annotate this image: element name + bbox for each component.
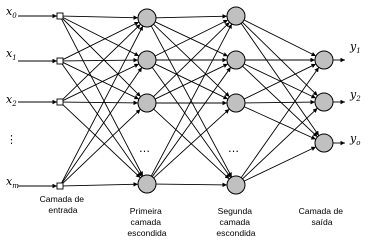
edge-in-h1-2-2 (63, 102, 138, 103)
caption-hidden-layer-2: Segunda camada escondida (216, 206, 256, 238)
edge-h2-out-3-1 (243, 108, 318, 179)
input-node-2 (57, 99, 63, 105)
edge-in-h1-2-0 (62, 24, 140, 100)
hidden-layer-1-neuron-2 (138, 94, 156, 112)
edge-in-h1-1-1 (63, 60, 138, 61)
input-node-3 (57, 183, 63, 189)
edge-in-h1-1-0 (63, 22, 139, 60)
edge-h2-out-3-2 (244, 147, 316, 181)
edge-h1-h2-0-0 (156, 16, 227, 18)
edge-in-h1-0-2 (62, 18, 141, 97)
caption-output-layer: Camada de saída (298, 206, 344, 227)
hidden-layer-1-ellipsis: … (139, 142, 150, 155)
hidden-layer-2-ellipsis: … (228, 142, 239, 155)
hidden-layer-1-neuron-3 (138, 175, 156, 193)
input-ellipsis: ⋮ (6, 133, 17, 146)
input-label-x2: $x_2$ (6, 93, 17, 108)
output-neuron-0 (315, 51, 333, 69)
edge-in-h1-2-3 (62, 104, 140, 178)
input-label-x0: $x_0$ (6, 5, 17, 20)
edge-h1-h2-0-3 (151, 26, 232, 177)
input-label-xm: $x_m$ (6, 175, 19, 190)
edge-h1-h2-3-0 (151, 24, 232, 176)
output-neuron-2 (315, 134, 333, 152)
edge-h2-out-3-0 (241, 67, 319, 177)
edge-in-h1-0-3 (61, 19, 142, 176)
hidden-layer-1-neuron-1 (138, 51, 156, 69)
connections (18, 16, 345, 186)
edge-h2-out-1-2 (243, 66, 318, 137)
input-label-x1: $x_1$ (6, 47, 17, 62)
hidden-layer-2-neuron-1 (227, 51, 245, 69)
output-label-y2: $y_2$ (350, 88, 361, 103)
edge-in-h1-3-1 (62, 67, 142, 183)
hidden-layer-2-neuron-0 (227, 7, 245, 25)
edge-h2-out-2-1 (245, 102, 315, 103)
hidden-layer-2-neuron-3 (227, 176, 245, 194)
output-label-yo: $y_o$ (350, 132, 361, 147)
caption-hidden-layer-1: Primeira camada escondida (127, 206, 167, 238)
edge-in-h1-3-0 (61, 26, 142, 183)
output-label-y1: $y_1$ (350, 40, 361, 55)
hidden-layer-2-neuron-2 (227, 94, 245, 112)
output-neuron-1 (315, 93, 333, 111)
caption-input-layer: Camada de entrada (39, 194, 85, 215)
input-node-1 (57, 58, 63, 64)
edge-in-h1-0-0 (63, 16, 138, 18)
input-node-0 (57, 13, 63, 19)
edge-h2-out-0-2 (241, 23, 319, 135)
edge-h1-h2-3-3 (156, 184, 227, 185)
edge-in-h1-3-3 (63, 184, 138, 186)
hidden-layer-1-neuron-0 (138, 9, 156, 27)
edge-in-h1-3-2 (62, 109, 140, 184)
edge-h2-out-0-0 (244, 20, 316, 56)
